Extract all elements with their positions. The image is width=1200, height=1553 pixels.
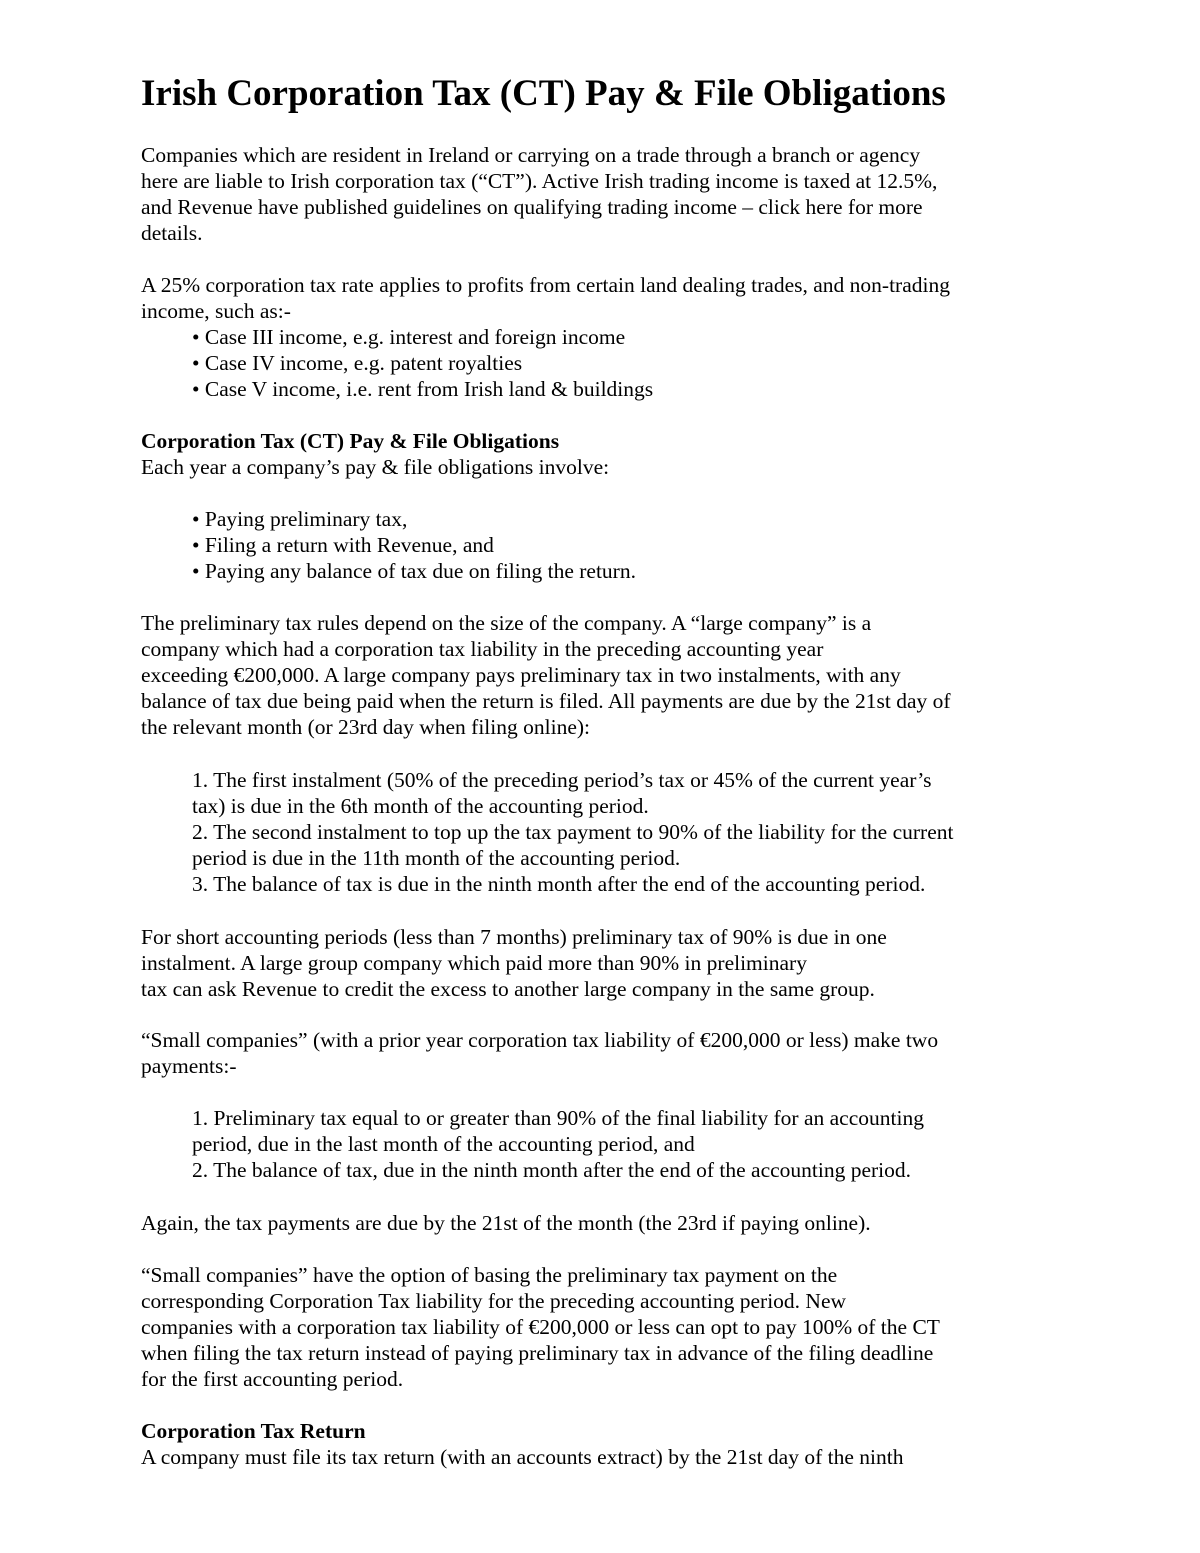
bullet-item: • Filing a return with Revenue, and: [192, 533, 494, 557]
body-line: when filing the tax return instead of paying preliminary tax in advance of the filing deadline: [141, 1341, 934, 1365]
body-line: The preliminary tax rules depend on the size of the company. A “large company” is a: [141, 611, 872, 635]
body-line: A company must file its tax return (with an accounts extract) by the 21st day of the ninth: [141, 1445, 904, 1469]
body-line: tax can ask Revenue to credit the excess to another large company in the same group.: [141, 977, 875, 1001]
body-line: Companies which are resident in Ireland or carrying on a trade through a branch or agency: [141, 143, 921, 167]
body-line: details.: [141, 221, 203, 245]
numbered-item: 1. The first instalment (50% of the preceding period’s tax or 45% of the current year’s: [192, 768, 932, 792]
numbered-item: 2. The balance of tax, due in the ninth month after the end of the accounting period.: [192, 1158, 912, 1182]
body-line: corresponding Corporation Tax liability for the preceding accounting period. New: [141, 1289, 847, 1313]
body-line: for the first accounting period.: [141, 1367, 404, 1391]
body-line: Each year a company’s pay & file obligations involve:: [141, 455, 610, 479]
body-line: and Revenue have published guidelines on qualifying trading income – click here for more: [141, 195, 923, 219]
numbered-item: 1. Preliminary tax equal to or greater than 90% of the final liability for an accounting: [192, 1106, 924, 1130]
body-line: the relevant month (or 23rd day when filing online):: [141, 715, 590, 739]
numbered-item: period is due in the 11th month of the accounting period.: [192, 846, 681, 870]
body-line: Again, the tax payments are due by the 21st of the month (the 23rd if paying online).: [141, 1211, 871, 1235]
body-line: companies with a corporation tax liability of €200,000 or less can opt to pay 100% of the CT: [141, 1315, 940, 1339]
bullet-item: • Case III income, e.g. interest and foreign income: [192, 325, 626, 349]
numbered-item: tax) is due in the 6th month of the accounting period.: [192, 794, 649, 818]
body-line: For short accounting periods (less than 7 months) preliminary tax of 90% is due in one: [141, 925, 887, 949]
section-heading: Corporation Tax Return: [141, 1419, 366, 1443]
body-line: A 25% corporation tax rate applies to profits from certain land dealing trades, and non-trading: [141, 273, 950, 297]
body-line: income, such as:-: [141, 299, 291, 323]
bullet-item: • Paying any balance of tax due on filing the return.: [192, 559, 636, 583]
body-line: instalment. A large group company which paid more than 90% in preliminary: [141, 951, 807, 975]
body-line: exceeding €200,000. A large company pays preliminary tax in two instalments, with any: [141, 663, 901, 687]
body-line: payments:-: [141, 1054, 237, 1078]
body-line: “Small companies” have the option of basing the preliminary tax payment on the: [141, 1263, 838, 1287]
body-line: here are liable to Irish corporation tax (“CT”). Active Irish trading income is taxed at 12.5%,: [141, 169, 938, 193]
numbered-item: 2. The second instalment to top up the tax payment to 90% of the liability for the current: [192, 820, 954, 844]
body-line: company which had a corporation tax liability in the preceding accounting year: [141, 637, 824, 661]
bullet-item: • Case IV income, e.g. patent royalties: [192, 351, 523, 375]
body-line: “Small companies” (with a prior year corporation tax liability of €200,000 or less) make two: [141, 1028, 939, 1052]
numbered-item: 3. The balance of tax is due in the ninth month after the end of the accounting period.: [192, 872, 926, 896]
numbered-item: period, due in the last month of the accounting period, and: [192, 1132, 695, 1156]
bullet-item: • Paying preliminary tax,: [192, 507, 408, 531]
section-heading: Corporation Tax (CT) Pay & File Obligations: [141, 429, 560, 453]
bullet-item: • Case V income, i.e. rent from Irish land & buildings: [192, 377, 654, 401]
body-line: balance of tax due being paid when the return is filed. All payments are due by the 21st day of: [141, 689, 951, 713]
page-title: Irish Corporation Tax (CT) Pay & File Obligations: [141, 73, 946, 114]
